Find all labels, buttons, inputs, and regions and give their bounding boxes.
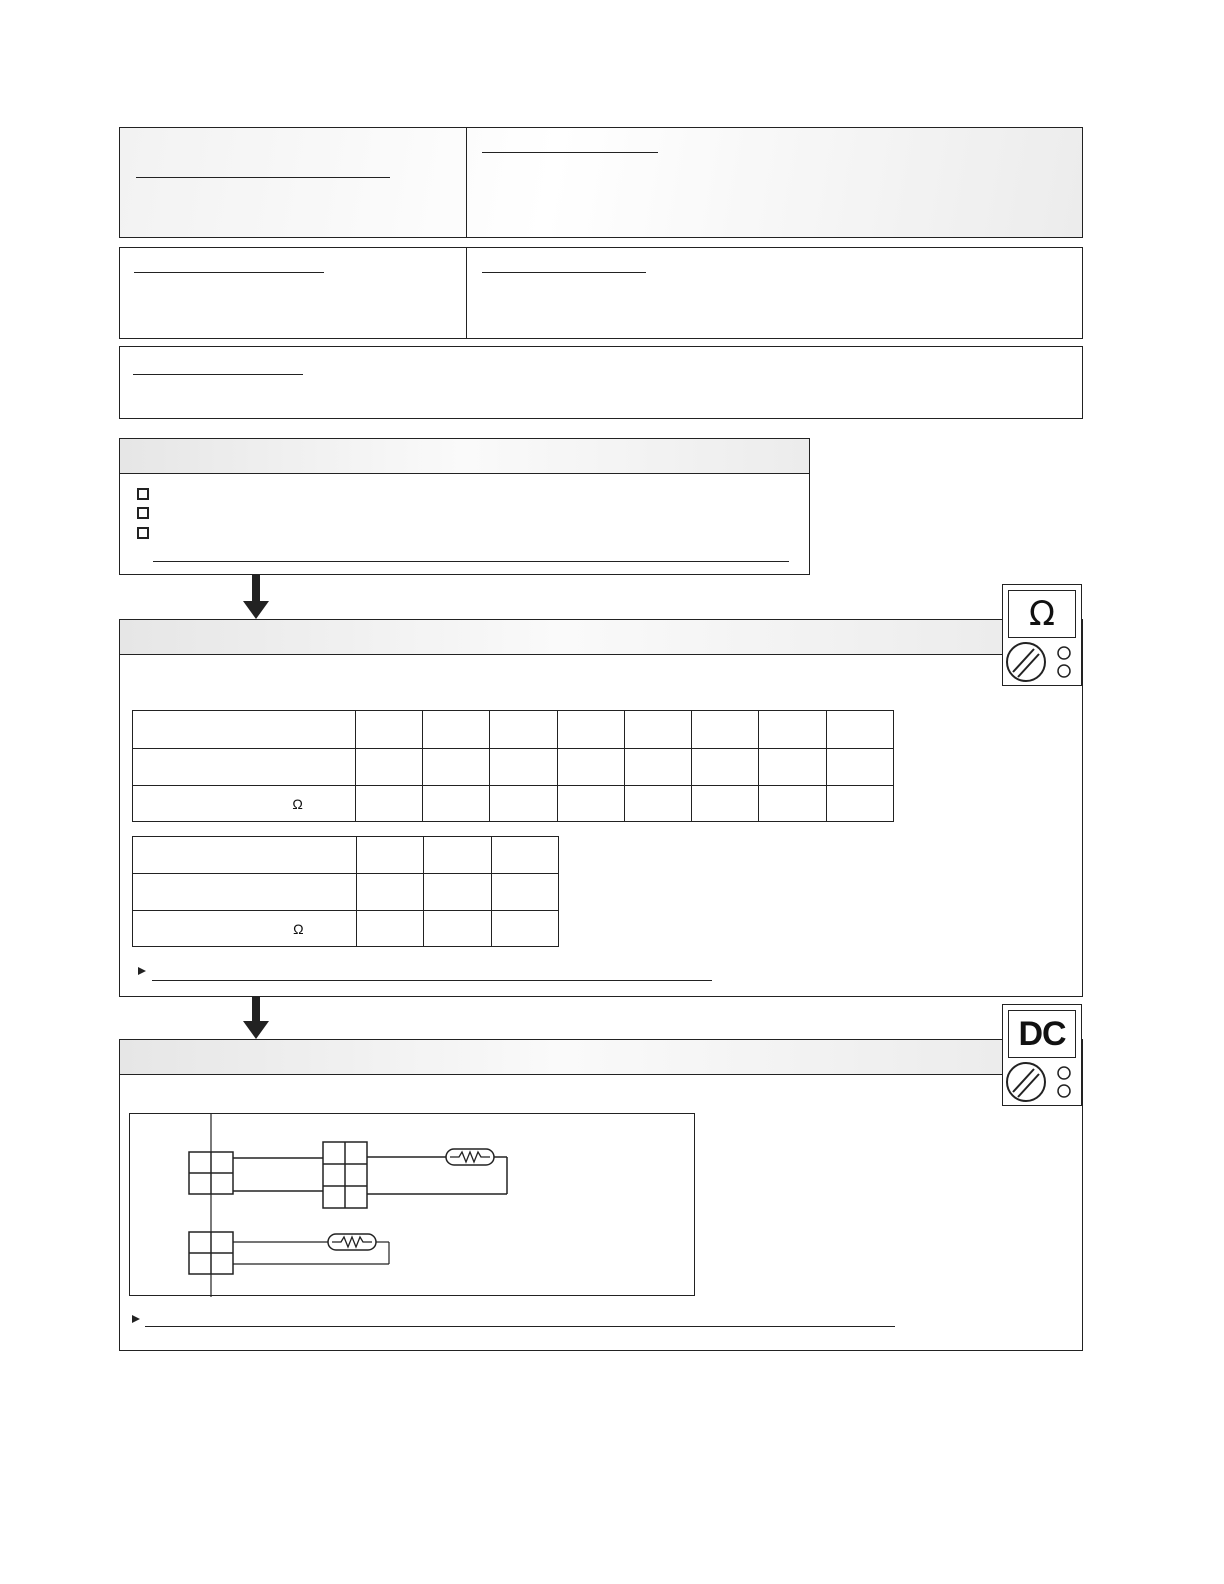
circuit-schematic — [130, 1114, 696, 1297]
table-cell — [423, 749, 490, 786]
field-line-symptom — [134, 272, 324, 273]
header-divider-2 — [466, 248, 467, 338]
table-cell — [133, 749, 356, 786]
down-arrow-icon — [252, 997, 260, 1022]
table-cell — [490, 711, 557, 749]
header-row-1 — [119, 127, 1083, 238]
ohm-unit-label: Ω — [133, 911, 357, 947]
field-line-cause — [482, 272, 646, 273]
table-cell — [424, 911, 491, 947]
step-1-header — [120, 620, 1002, 655]
checkbox-3[interactable] — [137, 527, 149, 539]
table-cell — [133, 711, 356, 749]
table-cell — [692, 749, 759, 786]
table-cell — [759, 711, 826, 749]
field-line-model — [136, 177, 390, 178]
down-arrow-icon — [252, 575, 260, 602]
resistance-table-1 — [132, 710, 894, 822]
wiring-diagram — [129, 1113, 695, 1296]
step-2-note-line — [145, 1326, 895, 1327]
multimeter-ohm-icon — [1002, 584, 1082, 686]
checkbox-1[interactable] — [137, 488, 149, 500]
table-cell — [759, 786, 826, 822]
field-line-title — [482, 152, 658, 153]
table-cell — [133, 837, 357, 874]
dc-label: DC — [1018, 1014, 1066, 1053]
table-row — [133, 874, 559, 911]
checkbox-2[interactable] — [137, 507, 149, 519]
check-note-line — [153, 561, 789, 562]
table-row — [133, 711, 894, 749]
table-cell — [133, 874, 357, 911]
table-cell — [423, 711, 490, 749]
meter-dial-icon — [1003, 641, 1083, 687]
table-cell — [624, 711, 691, 749]
table-cell — [826, 711, 893, 749]
meter-dial-icon — [1003, 1061, 1083, 1107]
triangle-bullet-icon — [132, 1315, 140, 1323]
down-arrow-head — [243, 601, 269, 619]
table-cell — [356, 837, 423, 874]
table-cell — [355, 749, 422, 786]
table-cell — [423, 786, 490, 822]
table-cell — [491, 911, 559, 947]
table-cell — [624, 786, 691, 822]
table-cell — [355, 786, 422, 822]
multimeter-dc-icon — [1002, 1004, 1082, 1106]
resistance-table-2 — [132, 836, 559, 947]
table-cell — [692, 711, 759, 749]
meter-display — [1008, 590, 1076, 638]
preliminary-check-box — [119, 438, 810, 575]
preliminary-check-header — [120, 439, 809, 474]
table-cell — [557, 786, 624, 822]
table-cell — [490, 749, 557, 786]
table-row — [133, 911, 559, 947]
step-1-note-line — [152, 980, 712, 981]
table-row — [133, 749, 894, 786]
table-cell — [491, 837, 559, 874]
table-row — [133, 786, 894, 822]
table-cell — [491, 874, 559, 911]
step-2-header — [120, 1040, 1002, 1075]
table-cell — [759, 749, 826, 786]
down-arrow-head — [243, 1021, 269, 1039]
table-cell — [692, 786, 759, 822]
triangle-bullet-icon — [138, 967, 146, 975]
field-line-note — [133, 374, 303, 375]
table-cell — [557, 711, 624, 749]
meter-display — [1008, 1010, 1076, 1058]
table-cell — [624, 749, 691, 786]
table-cell — [355, 711, 422, 749]
ohm-symbol: Ω — [1029, 594, 1055, 634]
header-row-3 — [119, 346, 1083, 419]
header-divider — [466, 128, 467, 237]
table-cell — [826, 786, 893, 822]
table-row — [133, 837, 559, 874]
table-cell — [356, 874, 423, 911]
table-cell — [490, 786, 557, 822]
ohm-unit-label: Ω — [133, 786, 356, 822]
header-row-2 — [119, 247, 1083, 339]
table-cell — [424, 837, 491, 874]
table-cell — [826, 749, 893, 786]
table-cell — [557, 749, 624, 786]
table-cell — [356, 911, 423, 947]
table-cell — [424, 874, 491, 911]
